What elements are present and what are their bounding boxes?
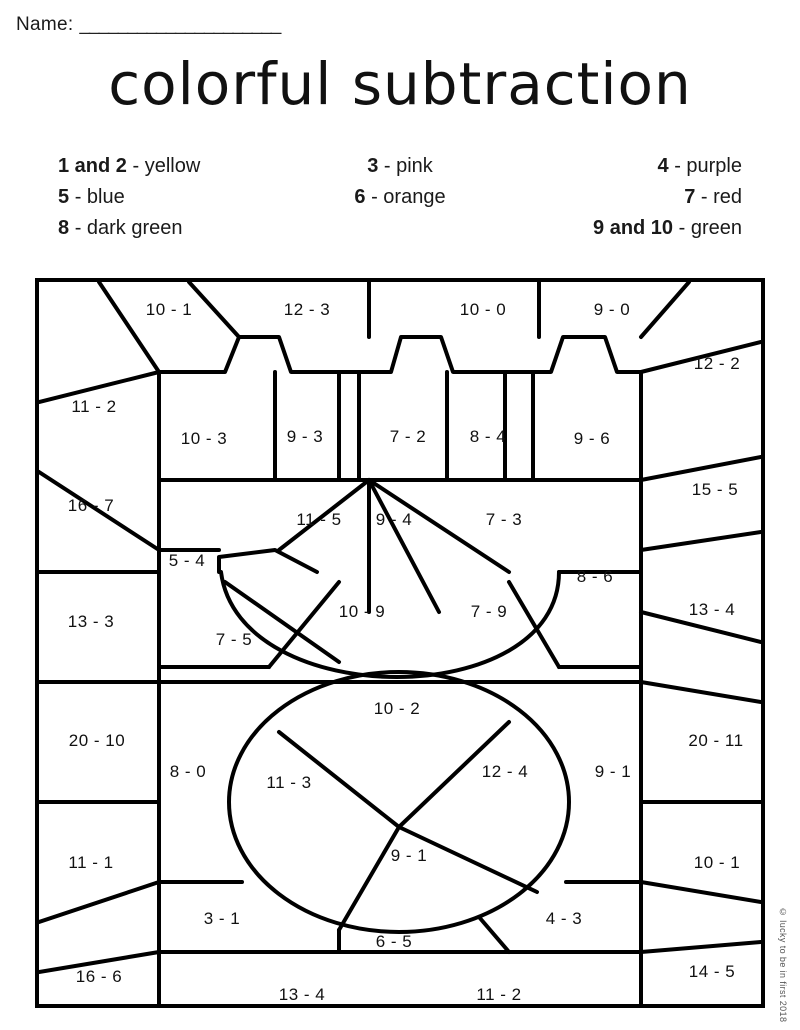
arch-ray-3 — [369, 480, 439, 612]
puzzle-line-art — [39, 282, 761, 1004]
bg-ray-r8 — [641, 942, 761, 952]
problem-label: 10 - 1 — [693, 853, 741, 872]
legend-key: 1 and 2 — [58, 155, 127, 177]
problem-label: 9 - 0 — [593, 300, 631, 319]
legend-key: 9 and 10 — [593, 217, 674, 239]
problem-label: 12 - 4 — [481, 762, 529, 781]
legend-value: - green — [678, 217, 742, 239]
problem-label: 14 - 5 — [688, 962, 736, 981]
legend-value: - pink — [383, 155, 433, 177]
legend-item — [514, 155, 760, 178]
problem-label: 20 - 11 — [688, 731, 744, 750]
problem-label: 5 - 4 — [168, 551, 206, 570]
bg-ray-r7 — [641, 882, 761, 902]
legend-item — [40, 217, 286, 240]
problem-label: 9 - 1 — [390, 846, 428, 865]
bg-ray-l6 — [39, 882, 159, 922]
problem-label: 9 - 3 — [286, 427, 324, 446]
legend-row — [40, 155, 760, 178]
problem-label: 10 - 0 — [459, 300, 507, 319]
color-by-code-puzzle — [35, 278, 765, 1008]
problem-label: 7 - 2 — [389, 427, 427, 446]
legend-value: - yellow — [132, 155, 201, 177]
legend-row — [40, 217, 760, 240]
bg-ray-t1 — [189, 282, 239, 337]
bg-ray-t4 — [99, 282, 159, 372]
problem-label: 11 - 2 — [71, 397, 117, 416]
problem-label: 7 - 5 — [215, 630, 253, 649]
problem-label: 16 - 6 — [75, 967, 123, 986]
left-battlements — [159, 337, 339, 480]
gate-shoulder-left — [219, 550, 317, 572]
name-label: Name: — [16, 14, 74, 35]
problem-label: 13 - 4 — [688, 600, 736, 619]
legend-key: 8 — [58, 217, 70, 239]
legend-item — [40, 186, 286, 209]
problem-label: 12 - 2 — [693, 354, 741, 373]
problem-label: 12 - 3 — [283, 300, 331, 319]
legend-value: - red — [700, 186, 742, 208]
legend-key: 6 — [354, 186, 366, 208]
legend-row — [40, 186, 760, 209]
problem-label: 13 - 3 — [67, 612, 115, 631]
problem-label: 16 - 7 — [67, 496, 115, 515]
problem-label: 9 - 4 — [375, 510, 413, 529]
legend-key: 7 — [684, 186, 696, 208]
problem-label: 7 - 3 — [485, 510, 523, 529]
problem-label: 7 - 9 — [470, 602, 508, 621]
problem-label: 8 - 6 — [576, 567, 614, 586]
problem-label: 10 - 1 — [145, 300, 193, 319]
problem-label: 11 - 1 — [68, 853, 114, 872]
bottom-split-right — [479, 917, 509, 952]
legend-key: 3 — [367, 155, 379, 177]
problem-label: 15 - 5 — [691, 480, 739, 499]
color-key-legend — [40, 155, 760, 248]
problem-label: 11 - 5 — [296, 510, 342, 529]
problem-label: 11 - 2 — [476, 985, 522, 1004]
legend-value: - purple — [674, 155, 742, 177]
problem-label: 6 - 5 — [375, 932, 413, 951]
legend-item — [514, 217, 760, 240]
legend-item — [514, 186, 760, 209]
legend-value: - orange — [371, 186, 446, 208]
problem-label: 9 - 6 — [573, 428, 611, 448]
problem-label: 8 - 0 — [169, 762, 207, 781]
legend-item — [40, 155, 286, 178]
problem-label: 13 - 4 — [278, 985, 326, 1004]
oval-split-3 — [339, 827, 399, 930]
legend-value: - dark green — [74, 217, 183, 239]
problem-label: 10 - 2 — [373, 699, 421, 718]
legend-item — [286, 186, 514, 209]
problem-label: 10 - 3 — [180, 428, 228, 448]
problem-label: 20 - 10 — [68, 731, 126, 750]
bg-ray-t5 — [641, 282, 689, 337]
name-field-row — [16, 14, 280, 36]
right-battlements — [505, 337, 641, 480]
center-battlements — [339, 337, 505, 480]
legend-key: 5 — [58, 186, 70, 208]
problem-label: 9 - 1 — [594, 762, 632, 781]
problem-label: 4 - 3 — [545, 909, 583, 928]
legend-key: 4 — [657, 155, 669, 177]
page-title: colorful subtraction — [108, 50, 692, 118]
problem-label: 11 - 3 — [266, 773, 312, 792]
problem-label: 10 - 9 — [338, 602, 386, 621]
legend-item — [286, 155, 514, 178]
problem-label: 8 - 4 — [469, 427, 507, 446]
bg-ray-r3 — [641, 532, 761, 550]
mid-diagonal-right — [509, 582, 559, 667]
legend-value: - blue — [74, 186, 125, 208]
legend-item — [286, 217, 514, 240]
problem-label: 3 - 1 — [203, 909, 241, 928]
bg-ray-r2 — [641, 457, 761, 480]
name-blank-line: _____________________ — [79, 14, 281, 35]
copyright-credit: © lucky to be in first 2018 — [778, 906, 788, 1022]
bg-ray-r5 — [641, 682, 761, 702]
